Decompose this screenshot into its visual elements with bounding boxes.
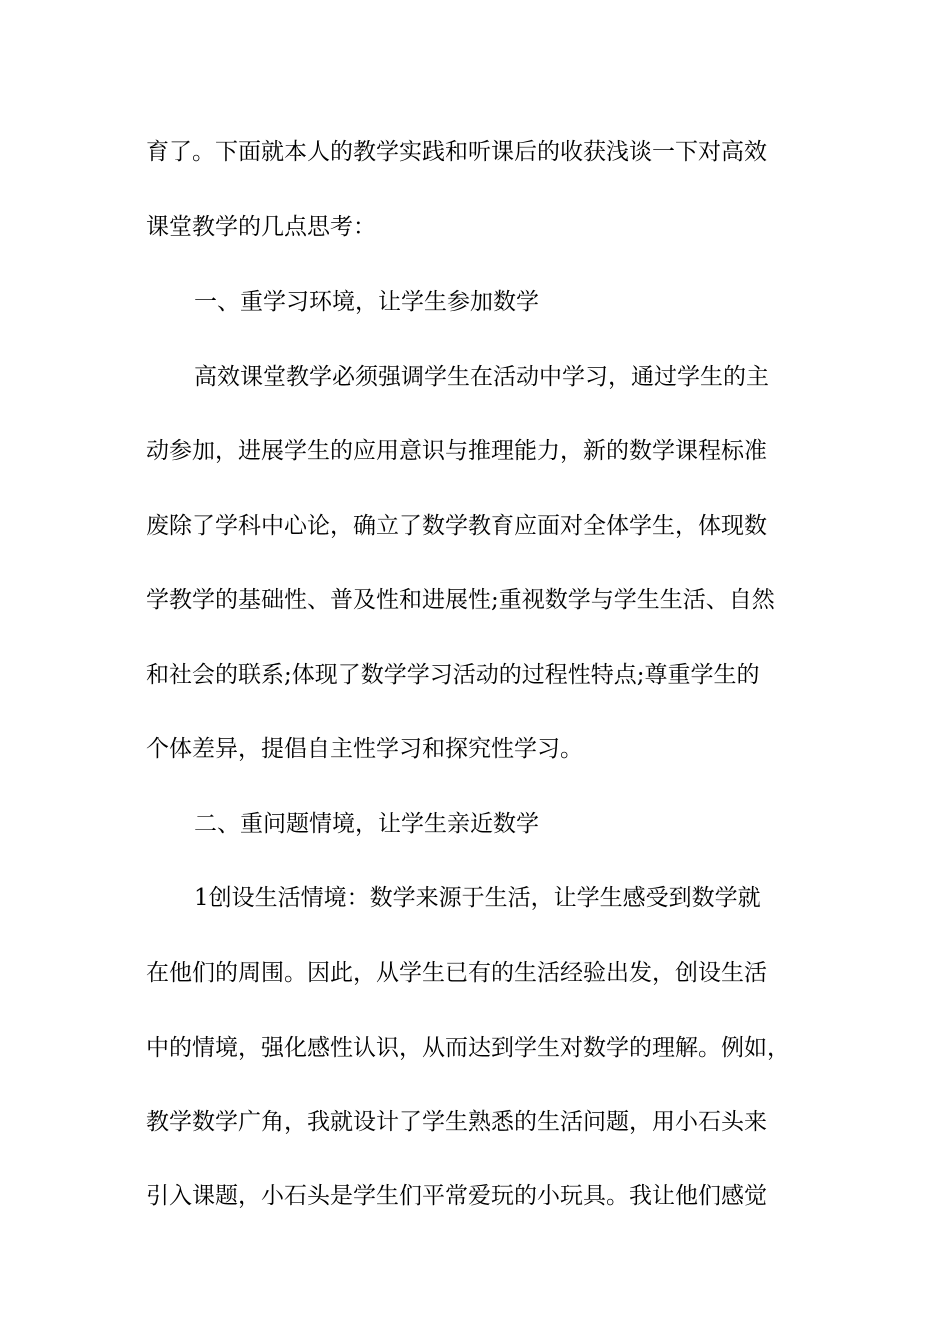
paragraph-line: 动参加，进展学生的应用意识与推理能力，新的数学课程标准 bbox=[146, 438, 767, 464]
paragraph-line: 和社会的联系;体现了数学学习活动的过程性特点;尊重学生的 bbox=[146, 662, 760, 688]
paragraph-line: 在他们的周围。因此，从学生已有的生活经验出发，创设生活 bbox=[146, 960, 767, 986]
section-heading: 二、重问题情境，让学生亲近数学 bbox=[194, 811, 539, 837]
paragraph-line: 废除了学科中心论，确立了数学教育应面对全体学生，体现数 bbox=[146, 513, 767, 539]
section-heading: 一、重学习环境，让学生参加数学 bbox=[194, 289, 539, 315]
paragraph-line: 引入课题，小石头是学生们平常爱玩的小玩具。我让他们感觉 bbox=[146, 1183, 767, 1209]
paragraph-line: 个体差异，提倡自主性学习和探究性学习。 bbox=[146, 736, 583, 762]
paragraph-line: 1创设生活情境：数学来源于生活，让学生感受到数学就 bbox=[194, 885, 761, 911]
paragraph-line: 中的情境，强化感性认识，从而达到学生对数学的理解。例如， bbox=[146, 1035, 790, 1061]
paragraph-line: 高效课堂教学必须强调学生在活动中学习，通过学生的主 bbox=[194, 364, 769, 390]
paragraph-line: 课堂教学的几点思考： bbox=[146, 214, 376, 240]
paragraph-line: 学教学的基础性、普及性和进展性;重视数学与学生生活、自然 bbox=[146, 587, 775, 613]
paragraph-line: 育了。下面就本人的教学实践和听课后的收获浅谈一下对高效 bbox=[146, 139, 767, 165]
paragraph-line: 教学数学广角，我就设计了学生熟悉的生活问题，用小石头来 bbox=[146, 1109, 767, 1135]
